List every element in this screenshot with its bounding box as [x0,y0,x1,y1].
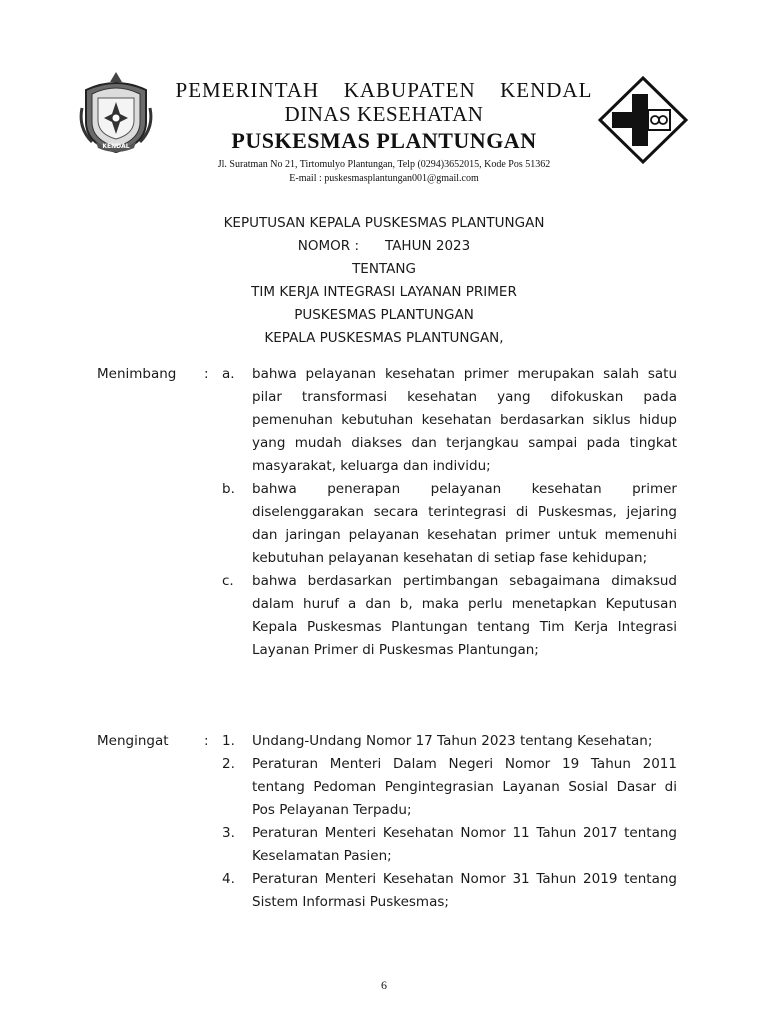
item-text: Peraturan Menteri Dalam Negeri Nomor 19 Tahun 2011 tentang Pedoman Pengintegrasian Layanan Sosial Dasar di Pos Pelayanan Terpadu; [252,756,677,818]
item-text: Peraturan Menteri Kesehatan Nomor 11 Tahun 2017 tentang Keselamatan Pasien; [252,825,677,864]
list-item [97,730,677,753]
item-marker: 2. [222,756,235,772]
decree-subject-line2: PUSKESMAS PLANTUNGAN [294,307,474,323]
item-marker: 3. [222,825,235,841]
government-name: PEMERINTAH KABUPATEN KENDAL [175,78,593,102]
institution-name: PUSKESMAS PLANTUNGAN [231,128,537,153]
nomor-label: NOMOR : [297,238,359,254]
mengingat-colon: : [204,733,209,749]
item-text: bahwa pelayanan kesehatan primer merupakan salah satu pilar transformasi kesehatan yang difokuskan pada pemenuhan kebutuhan kesehatan berdasarkan siklus hidup yang mudah diakses dan terjangkau sampai pada tingkat masyarakat, keluarga dan individu; [252,366,677,474]
list-item [97,478,677,570]
item-marker: b. [222,481,235,497]
kendal-regency-crest-icon [76,68,156,156]
decree-number-line [0,235,768,258]
page-number: 6 [381,978,387,992]
list-item [97,753,677,822]
tahun-label: TAHUN 2023 [385,238,471,254]
item-marker: 1. [222,733,235,749]
tentang-label: TENTANG [352,261,416,277]
puskesmas-cross-logo-icon [598,76,688,164]
list-item [97,868,677,914]
item-marker: c. [222,573,234,589]
item-marker: 4. [222,871,235,887]
letterhead-text [170,78,598,156]
email-line: E-mail : puskesmasplantungan001@gmail.com [289,173,479,184]
item-marker: a. [222,366,235,382]
item-text: bahwa penerapan pelayanan kesehatan primer diselenggarakan secara terintegrasi di Puskesmas, jejaring dan jaringan pelayanan kesehatan primer untuk memenuhi kebutuhan pelayanan kesehatan di setiap fase kehidupan; [252,481,677,566]
address-line: Jl. Suratman No 21, Tirtomulyo Plantungan, Telp (0294)3652015, Kode Pos 51362 [217,159,551,170]
decree-subject-line1: TIM KERJA INTEGRASI LAYANAN PRIMER [251,284,517,300]
item-text: Peraturan Menteri Kesehatan Nomor 31 Tahun 2019 tentang Sistem Informasi Puskesmas; [252,871,677,910]
menimbang-label: Menimbang [97,366,177,382]
menimbang-colon: : [204,366,209,382]
menimbang-section [97,363,677,662]
decree-heading [0,212,768,350]
letterhead [0,0,768,200]
list-item [97,822,677,868]
mengingat-label: Mengingat [97,733,169,749]
mengingat-section [97,730,677,914]
letterhead-contact [150,158,618,186]
decree-title: KEPUTUSAN KEPALA PUSKESMAS PLANTUNGAN [223,215,545,231]
list-item [97,570,677,662]
decree-issuer: KEPALA PUSKESMAS PLANTUNGAN, [264,330,504,346]
crest-label: KENDAL [102,143,130,150]
item-text: Undang-Undang Nomor 17 Tahun 2023 tentang Kesehatan; [252,733,653,749]
item-text: bahwa berdasarkan pertimbangan sebagaimana dimaksud dalam huruf a dan b, maka perlu menetapkan Keputusan Kepala Puskesmas Plantungan tentang Tim Kerja Integrasi Layanan Primer di Puskesmas Plantungan; [252,573,677,658]
agency-name: DINAS KESEHATAN [284,102,484,126]
list-item [97,363,677,478]
